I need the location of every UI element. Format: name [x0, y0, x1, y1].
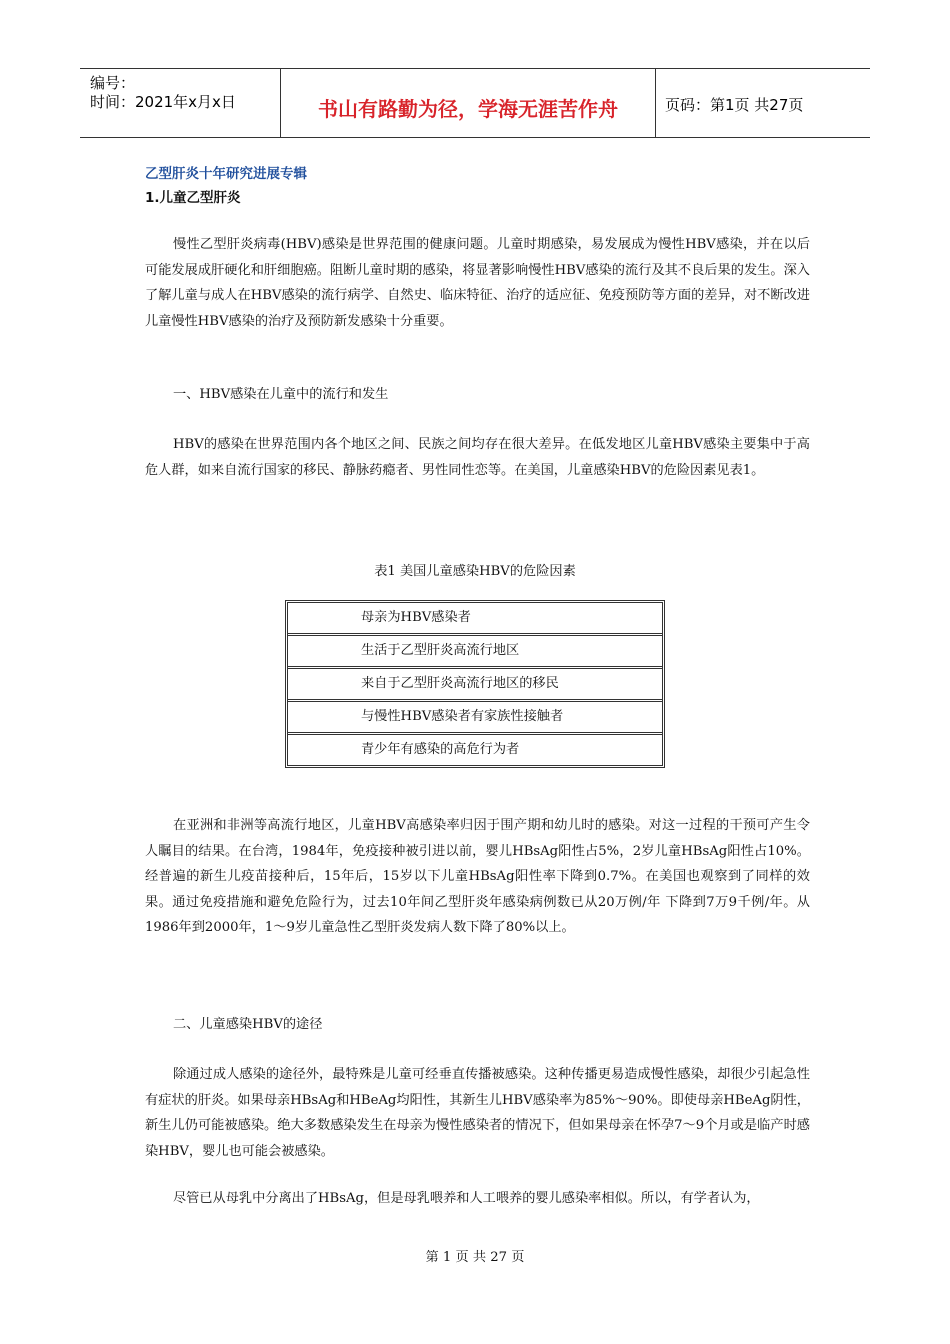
heading-transmission: 二、儿童感染HBV的途径 [173, 1017, 323, 1032]
paragraph-intro: 慢性乙型肝炎病毒(HBV)感染是世界范围的健康问题。儿童时期感染，易发展成为慢性HBV感染，并在以后可能发展成肝硬化和肝细胞癌。阻断儿童时期的感染，将显著影响慢性HBV感染的流行及其不良后果的发生。深入了解儿童与成人在HBV感染的流行病学、自然史、临床特征、治疗的适应征、免疫预防等方面的差异，对不断改进儿童慢性HBV感染的治疗及预防新发感染十分重要。 [145, 237, 810, 329]
header-motto-cell [280, 69, 656, 137]
table-row: 生活于乙型肝炎高流行地区 [288, 636, 662, 669]
table-row: 来自于乙型肝炎高流行地区的移民 [288, 669, 662, 702]
motto: 书山有路勤为径，学海无涯苦作舟 [318, 97, 618, 121]
header-page-cell [655, 69, 870, 137]
collection-title: 乙型肝炎十年研究进展专辑 [145, 166, 307, 182]
table-row: 青少年有感染的高危行为者 [361, 742, 520, 757]
page-header [80, 68, 870, 138]
table-caption: 表1 美国儿童感染HBV的危险因素 [374, 564, 576, 579]
time-label: 时间：2021年x月x日 [90, 93, 236, 111]
header-meta-cell [80, 69, 280, 137]
page-indicator: 页码：第1页 共27页 [665, 96, 804, 114]
risk-factor-table [285, 600, 665, 768]
paragraph-prevalence: HBV的感染在世界范围内各个地区之间、民族之间均存在很大差异。在低发地区儿童HBV感染主要集中于高危人群，如来自流行国家的移民、静脉药瘾者、男性同性恋等。在美国，儿童感染HBV的危险因素见表1。 [145, 437, 810, 478]
section-title: 1.儿童乙型肝炎 [145, 190, 241, 206]
paragraph-breastfeeding: 尽管已从母乳中分离出了HBsAg，但是母乳喂养和人工喂养的婴儿感染率相似。所以，有学者认为， [173, 1191, 760, 1206]
table-row: 与慢性HBV感染者有家族性接触者 [288, 702, 662, 735]
page-footer: 第 1 页 共 27 页 [425, 1250, 525, 1265]
paragraph-high-prevalence: 在亚洲和非洲等高流行地区，儿童HBV高感染率归因于围产期和幼儿时的感染。对这一过程的干预可产生令人瞩目的结果。在台湾，1984年，免疫接种被引进以前，婴儿HBsAg阳性占5%，2岁儿童HBsAg阳性占10%。经普遍的新生儿疫苗接种后，15年后，15岁以下儿童HBsAg阳性率下降到0.7%。在美国也观察到了同样的效果。通过免疫措施和避免危险行为，过去10年间乙型肝炎年感染病例数已从20万例/年 下降到7万9千例/年。从1986年到2000年，1～9岁儿童急性乙型肝炎发病人数下降了80%以上。 [145, 818, 810, 935]
table-row: 母亲为HBV感染者 [288, 603, 662, 636]
doc-id-label: 编号： [90, 74, 136, 92]
paragraph-transmission: 除通过成人感染的途径外，最特殊是儿童可经垂直传播被感染。这种传播更易造成慢性感染，却很少引起急性有症状的肝炎。如果母亲HBsAg和HBeAg均阳性，其新生儿HBV感染率为85%～90%。即使母亲HBeAg阴性，新生儿仍可能被感染。绝大多数感染发生在母亲为慢性感染者的情况下，但如果母亲在怀孕7～9个月或是临产时感染HBV，婴儿也可能会被感染。 [145, 1067, 810, 1159]
heading-prevalence: 一、HBV感染在儿童中的流行和发生 [173, 387, 389, 402]
